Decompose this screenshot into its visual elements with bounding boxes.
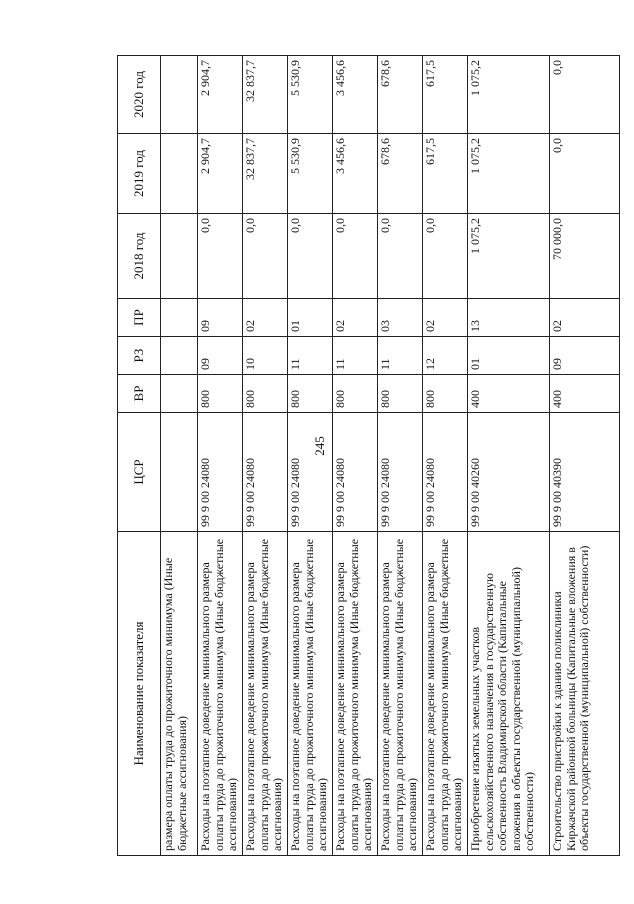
- cell-vr: [161, 375, 198, 413]
- cell-2019: 0,0: [550, 134, 620, 214]
- cell-rz: 11: [378, 337, 423, 375]
- table-row: [333, 56, 378, 856]
- budget-table: [117, 55, 620, 856]
- cell-csr: 99 9 00 24080: [198, 413, 243, 532]
- cell-pr: 01: [288, 299, 333, 337]
- cell-2018: 0,0: [288, 214, 333, 299]
- table-row: [198, 56, 243, 856]
- cell-2019: 3 456,6: [333, 134, 378, 214]
- cell-name: Расходы на поэтапное доведение минимального размера оплаты труда до прожиточного минимума (Иные бюджетные ассигнования): [243, 532, 288, 856]
- cell-2018: 0,0: [423, 214, 468, 299]
- cell-2020: 678,6: [378, 56, 423, 134]
- cell-2018: 0,0: [243, 214, 288, 299]
- header-2019: 2019 год: [118, 134, 161, 214]
- cell-name: Расходы на поэтапное доведение минимального размера оплаты труда до прожиточного минимума (Иные бюджетные ассигнования): [378, 532, 423, 856]
- table-row: [378, 56, 423, 856]
- cell-2018: 1 075,2: [468, 214, 550, 299]
- budget-table-container: [117, 56, 591, 856]
- table-row: [550, 56, 620, 856]
- page-number: 245: [312, 436, 327, 456]
- cell-name: Расходы на поэтапное доведение минимального размера оплаты труда до прожиточного минимума (Иные бюджетные ассигнования): [333, 532, 378, 856]
- table-row: [161, 56, 198, 856]
- cell-csr: 99 9 00 24080: [423, 413, 468, 532]
- cell-vr: 400: [550, 375, 620, 413]
- cell-name: размера оплаты труда до прожиточного минимума (Иные бюджетные ассигнования): [161, 532, 198, 856]
- table-row: [468, 56, 550, 856]
- table-row: [243, 56, 288, 856]
- cell-vr: 400: [468, 375, 550, 413]
- cell-2019: 678,6: [378, 134, 423, 214]
- cell-vr: 800: [333, 375, 378, 413]
- cell-name: Расходы на поэтапное доведение минимального размера оплаты труда до прожиточного минимума (Иные бюджетные ассигнования): [198, 532, 243, 856]
- cell-csr: 99 9 00 24080: [333, 413, 378, 532]
- table-header-row: [118, 56, 161, 856]
- cell-name: Строительство пристройки к зданию поликлиники Киржачской районной больницы (Капитальные вложения в объекты государственной (муниципальной) собственности): [550, 532, 620, 856]
- header-rz: РЗ: [118, 337, 161, 375]
- cell-pr: [161, 299, 198, 337]
- cell-csr: [161, 413, 198, 532]
- cell-2018: [161, 214, 198, 299]
- cell-rz: [161, 337, 198, 375]
- cell-2018: 70 000,0: [550, 214, 620, 299]
- cell-2020: 32 837,7: [243, 56, 288, 134]
- cell-2020: 0,0: [550, 56, 620, 134]
- cell-name: Приобретение изъятых земельных участков сельскохозяйственного назначения в государственную собственность Владимирской области (Капитальные вложения в объекты государственной (муниципальной) собственности): [468, 532, 550, 856]
- header-csr: ЦСР: [118, 413, 161, 532]
- cell-2019: 5 530,9: [288, 134, 333, 214]
- cell-2019: 1 075,2: [468, 134, 550, 214]
- cell-2020: 5 530,9: [288, 56, 333, 134]
- table-row: [288, 56, 333, 856]
- cell-vr: 800: [243, 375, 288, 413]
- header-name: Наименование показателя: [118, 532, 161, 856]
- cell-rz: 10: [243, 337, 288, 375]
- cell-2019: 32 837,7: [243, 134, 288, 214]
- cell-2019: 2 904,7: [198, 134, 243, 214]
- header-vr: ВР: [118, 375, 161, 413]
- cell-pr: 13: [468, 299, 550, 337]
- table-row: [423, 56, 468, 856]
- cell-csr: 99 9 00 40260: [468, 413, 550, 532]
- cell-pr: 02: [243, 299, 288, 337]
- cell-2020: 1 075,2: [468, 56, 550, 134]
- cell-rz: 12: [423, 337, 468, 375]
- cell-name: Расходы на поэтапное доведение минимального размера оплаты труда до прожиточного минимума (Иные бюджетные ассигнования): [423, 532, 468, 856]
- cell-pr: 02: [423, 299, 468, 337]
- header-pr: ПР: [118, 299, 161, 337]
- cell-rz: 11: [333, 337, 378, 375]
- cell-csr: 99 9 00 24080: [243, 413, 288, 532]
- cell-2020: [161, 56, 198, 134]
- cell-name: Расходы на поэтапное доведение минимального размера оплаты труда до прожиточного минимума (Иные бюджетные ассигнования): [288, 532, 333, 856]
- cell-2018: 0,0: [198, 214, 243, 299]
- cell-2018: 0,0: [333, 214, 378, 299]
- cell-rz: 09: [198, 337, 243, 375]
- cell-2019: [161, 134, 198, 214]
- cell-rz: 09: [550, 337, 620, 375]
- cell-2020: 2 904,7: [198, 56, 243, 134]
- header-2018: 2018 год: [118, 214, 161, 299]
- cell-pr: 09: [198, 299, 243, 337]
- cell-vr: 800: [198, 375, 243, 413]
- cell-2020: 617,5: [423, 56, 468, 134]
- cell-2019: 617,5: [423, 134, 468, 214]
- cell-rz: 11: [288, 337, 333, 375]
- cell-pr: 02: [550, 299, 620, 337]
- cell-vr: 800: [423, 375, 468, 413]
- cell-csr: 99 9 00 24080: [378, 413, 423, 532]
- cell-vr: 800: [288, 375, 333, 413]
- cell-csr: 99 9 00 40390: [550, 413, 620, 532]
- cell-pr: 03: [378, 299, 423, 337]
- cell-vr: 800: [378, 375, 423, 413]
- cell-rz: 01: [468, 337, 550, 375]
- cell-2020: 3 456,6: [333, 56, 378, 134]
- cell-pr: 02: [333, 299, 378, 337]
- header-2020: 2020 год: [118, 56, 161, 134]
- cell-csr: 99 9 00 24080: [288, 413, 333, 532]
- cell-2018: 0,0: [378, 214, 423, 299]
